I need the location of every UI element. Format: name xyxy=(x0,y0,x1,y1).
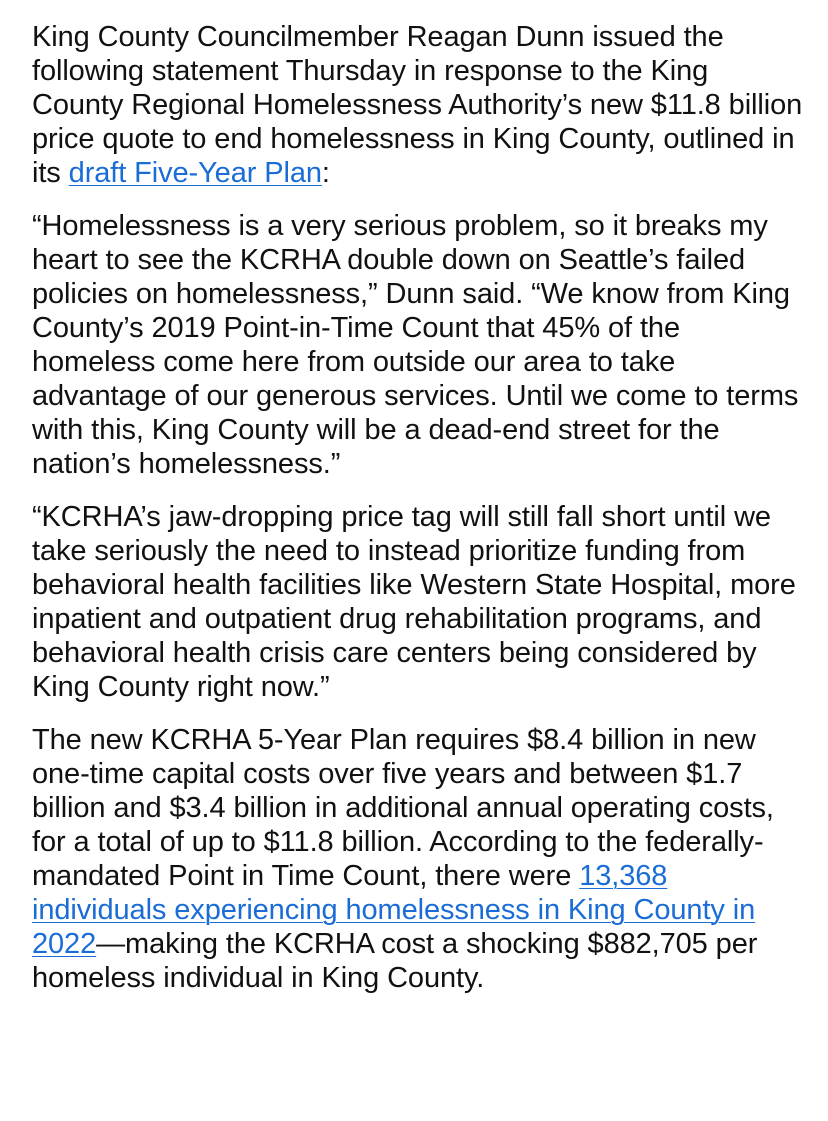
draft-five-year-plan-link[interactable]: draft Five-Year Plan xyxy=(68,157,322,189)
paragraph-costs xyxy=(32,723,807,995)
intro-text-end: : xyxy=(321,157,330,189)
paragraph-quote-1: “Homelessness is a very serious problem, so it breaks my heart to see the KCRHA double down on Seattle’s failed policies on homelessness,” Dunn said. “We know from King County’s 2019 Point-in-Time Count that 45% of the homeless come here from outside our area to take advantage of our generous services. Until we come to terms with this, King County will be a dead-end street for the nation’s homelessness.” xyxy=(32,210,799,480)
costs-text: The new KCRHA 5-Year Plan requires $8.4 billion in new one-time capital costs over five years and between $1.7 billion and $3.4 billion in additional annual operating costs, for a total of up to $11.8 billion. According to the federally-mandated Point in Time Count, there were xyxy=(32,724,774,892)
paragraph-quote-2: “KCRHA’s jaw-dropping price tag will still fall short until we take seriously the need to instead prioritize funding from behavioral health facilities like Western State Hospital, more inpatient and outpatient drug rehabilitation programs, and behavioral health crisis care centers being considered by King County right now.” xyxy=(32,501,796,703)
homelessness-count-link[interactable]: 13,368 individuals experiencing homelessness in King County in 2022 xyxy=(32,860,756,960)
intro-text: King County Councilmember Reagan Dunn issued the following statement Thursday in response to the King County Regional Homelessness Authority’s new $11.8 billion price quote to end homelessness in King County, outlined in its xyxy=(32,21,803,189)
article-body xyxy=(32,20,807,1014)
paragraph-intro xyxy=(32,20,807,190)
costs-text-end: —making the KCRHA cost a shocking $882,705 per homeless individual in King County. xyxy=(32,928,758,994)
